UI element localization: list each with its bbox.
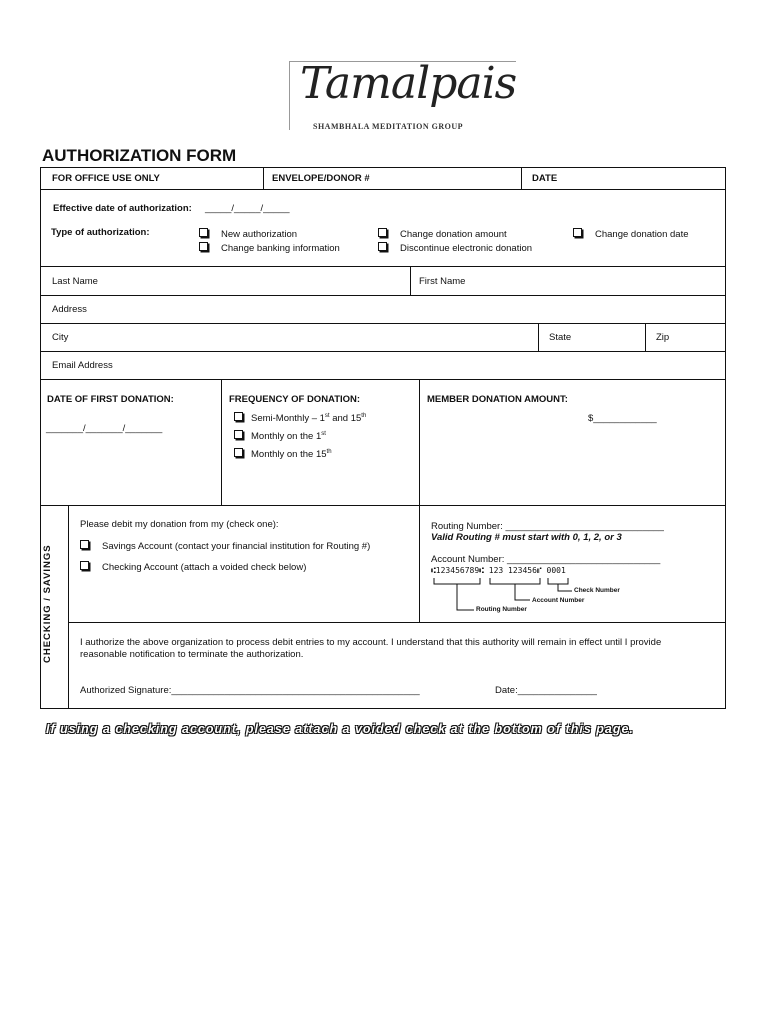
savings-checkbox[interactable] — [80, 540, 89, 549]
monthly-15th-label: Monthly on the 15th — [251, 449, 332, 461]
donation-amount-field[interactable]: $____________ — [588, 413, 657, 424]
checking-label: Checking Account (attach a voided check below) — [102, 562, 307, 573]
first-donation-field[interactable]: _______/_______/_______ — [46, 423, 163, 434]
office-use-label: FOR OFFICE USE ONLY — [52, 173, 160, 184]
city-field[interactable]: City — [52, 332, 69, 343]
zip-field[interactable]: Zip — [656, 332, 670, 343]
signature-field[interactable]: Authorized Signature:_______________________________________________ — [80, 685, 420, 696]
monthly-1st-label: Monthly on the 1st — [251, 431, 326, 443]
change-banking-checkbox[interactable] — [199, 242, 208, 251]
check-diagram — [430, 576, 630, 616]
check-number-caption: Check Number — [574, 587, 620, 594]
checking-checkbox[interactable] — [80, 561, 89, 570]
routing-number-caption: Routing Number — [476, 606, 527, 613]
donation-amount-label: MEMBER DONATION AMOUNT: — [427, 394, 568, 405]
change-date-checkbox[interactable] — [573, 228, 582, 237]
form-title: AUTHORIZATION FORM — [42, 146, 237, 165]
routing-note: Valid Routing # must start with 0, 1, 2, or 3 — [431, 532, 622, 543]
footer-note: If using a checking account, please attach a voided check at the bottom of this page. — [46, 722, 634, 736]
change-amount-checkbox[interactable] — [378, 228, 387, 237]
last-name-field[interactable]: Last Name — [52, 276, 98, 287]
signature-date-field[interactable]: Date:_______________ — [495, 685, 597, 696]
checking-savings-side-label: CHECKING / SAVINGS — [42, 544, 53, 663]
date-label: DATE — [532, 173, 558, 184]
savings-label: Savings Account (contact your financial institution for Routing #) — [102, 541, 371, 552]
authorization-text-line-1: I authorize the above organization to process debit entries to my account. I understand that this authority will remain in effect until I provide — [80, 637, 662, 648]
change-banking-label: Change banking information — [221, 243, 340, 254]
new-authorization-label: New authorization — [221, 229, 298, 240]
routing-number-field[interactable]: Routing Number: ______________________________ — [431, 521, 664, 532]
first-name-field[interactable]: First Name — [419, 276, 466, 287]
logo: Tamalpais — [300, 58, 517, 109]
debit-instructions: Please debit my donation from my (check one): — [80, 519, 279, 530]
change-date-label: Change donation date — [595, 229, 689, 240]
logo-subtitle: SHAMBHALA MEDITATION GROUP — [313, 122, 464, 131]
monthly-1st-checkbox[interactable] — [234, 430, 243, 439]
account-number-caption: Account Number — [532, 597, 585, 604]
type-of-authorization-label: Type of authorization: — [51, 227, 150, 238]
monthly-15th-checkbox[interactable] — [234, 448, 243, 457]
envelope-donor-label: ENVELOPE/DONOR # — [272, 173, 370, 184]
effective-date-field[interactable]: _____/_____/_____ — [205, 203, 290, 214]
first-donation-label: DATE OF FIRST DONATION: — [47, 394, 174, 405]
address-field[interactable]: Address — [52, 304, 87, 315]
email-field[interactable]: Email Address — [52, 360, 113, 371]
change-amount-label: Change donation amount — [400, 229, 507, 240]
discontinue-checkbox[interactable] — [378, 242, 387, 251]
micr-line: ⑆123456789⑆ 123 123456⑈ 0001 — [431, 566, 566, 575]
account-number-field[interactable]: Account Number: _____________________________ — [431, 554, 661, 565]
semi-monthly-label: Semi-Monthly – 1st and 15th — [251, 413, 367, 425]
discontinue-label: Discontinue electronic donation — [400, 243, 533, 254]
frequency-label: FREQUENCY OF DONATION: — [229, 394, 361, 405]
state-field[interactable]: State — [549, 332, 572, 343]
authorization-text-line-2: reasonable notification to terminate the authorization. — [80, 649, 304, 660]
new-authorization-checkbox[interactable] — [199, 228, 208, 237]
effective-date-label: Effective date of authorization: — [53, 203, 192, 214]
semi-monthly-checkbox[interactable] — [234, 412, 243, 421]
